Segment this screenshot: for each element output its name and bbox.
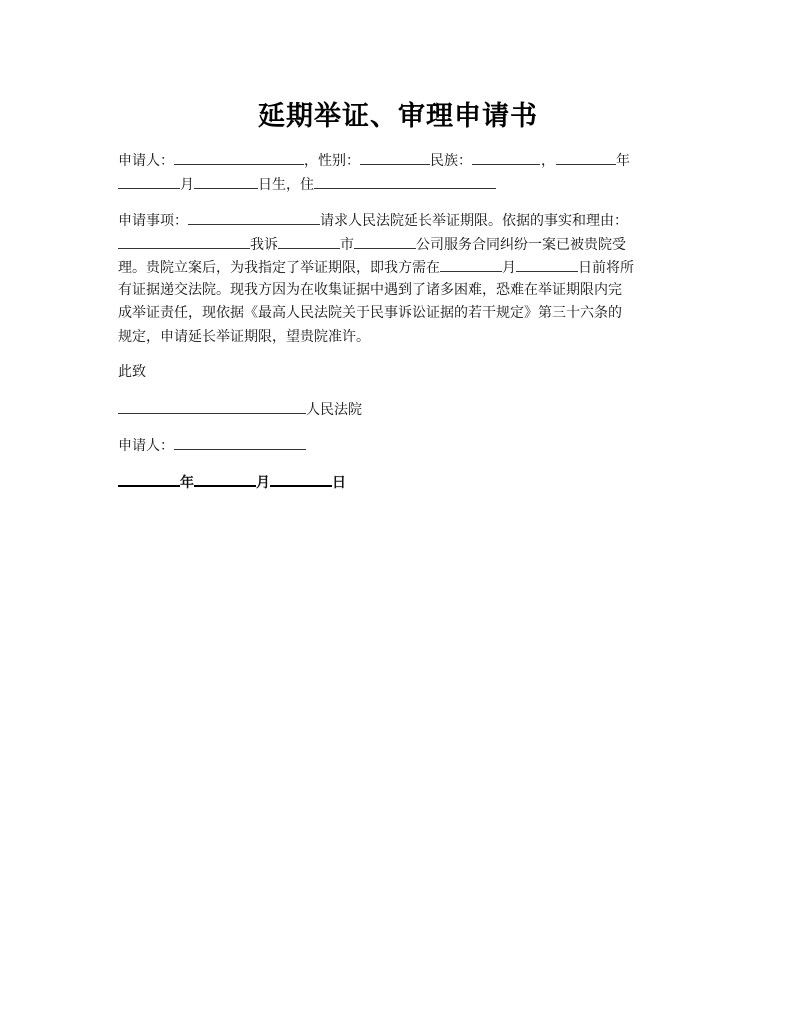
gender-label: ，性别： (304, 153, 360, 169)
city-text: 市 (340, 236, 354, 253)
residence-blank (314, 172, 496, 189)
birthday-residence-label: 日生，住 (258, 176, 314, 193)
date-year-blank (118, 469, 180, 487)
request-line-4: 有证据递交法院。现我方因为在收集证据中遇到了诸多困难，恐难在举证期限内完 (118, 281, 622, 298)
sue-text: 我诉 (250, 236, 278, 253)
plaintiff-blank (118, 232, 250, 249)
document-title: 延期举证、审理申请书 (258, 101, 538, 132)
request-line-3b: 日前将所 (578, 260, 634, 276)
date-day-blank (270, 469, 332, 487)
request-line-3 (118, 255, 678, 279)
company-blank (354, 232, 416, 249)
deadline-day-blank (516, 255, 578, 272)
salutation-line (118, 361, 678, 385)
date-line-content (118, 469, 678, 493)
date-month-label: 月 (256, 475, 270, 491)
city-blank (278, 232, 340, 249)
applicant-label: 申请人： (118, 153, 174, 169)
request-section (118, 208, 678, 349)
applicant-info-line-1 (118, 148, 678, 172)
deadline-month-blank (440, 255, 502, 272)
request-line-1 (118, 208, 678, 232)
signature-line (118, 433, 678, 457)
ethnicity-label: 民族： (430, 153, 472, 169)
date-year-label: 年 (180, 475, 194, 491)
court-line-content (118, 397, 678, 421)
date-month-blank (194, 469, 256, 487)
request-item-label: 申请事项： (118, 213, 188, 229)
court-suffix: 人民法院 (306, 402, 362, 418)
court-line (118, 397, 678, 421)
birth-year-blank (556, 148, 616, 165)
deadline-month-label: 月 (502, 260, 516, 276)
request-line-6: 规定，申请延长举证期限，望贵院准许。 (118, 328, 370, 345)
request-line-5: 成举证责任，现依据《最高人民法院关于民事诉讼证据的若干规定》第三十六条的 (118, 305, 622, 321)
applicant-name-blank (174, 148, 304, 165)
company-text: 公司服务合同纠纷一案已被贵院受 (416, 236, 626, 253)
gender-blank (360, 148, 430, 165)
request-line-3a: 理。贵院立案后，为我指定了举证期限，即我方需在 (118, 260, 440, 276)
ethnicity-blank (472, 148, 540, 165)
request-item-text: 请求人民法院延长举证期限。依据的事实和理由： (320, 213, 628, 229)
signature-applicant-label: 申请人： (118, 438, 174, 454)
court-name-blank (118, 397, 306, 414)
birth-month-label: 月 (180, 176, 194, 193)
date-line (118, 469, 678, 493)
request-line-2 (118, 232, 678, 256)
ethnicity-comma: ， (541, 153, 555, 169)
applicant-info-section (118, 148, 678, 195)
salutation-text: 此致 (118, 364, 146, 380)
signature-blank (174, 433, 306, 450)
birth-month-blank (118, 172, 180, 189)
applicant-info-line-2 (118, 172, 678, 196)
birth-year-label: 年 (616, 153, 630, 169)
birth-day-blank (194, 172, 258, 189)
date-day-label: 日 (332, 475, 346, 491)
request-item-blank (188, 208, 320, 225)
signature-line-content (118, 433, 678, 457)
